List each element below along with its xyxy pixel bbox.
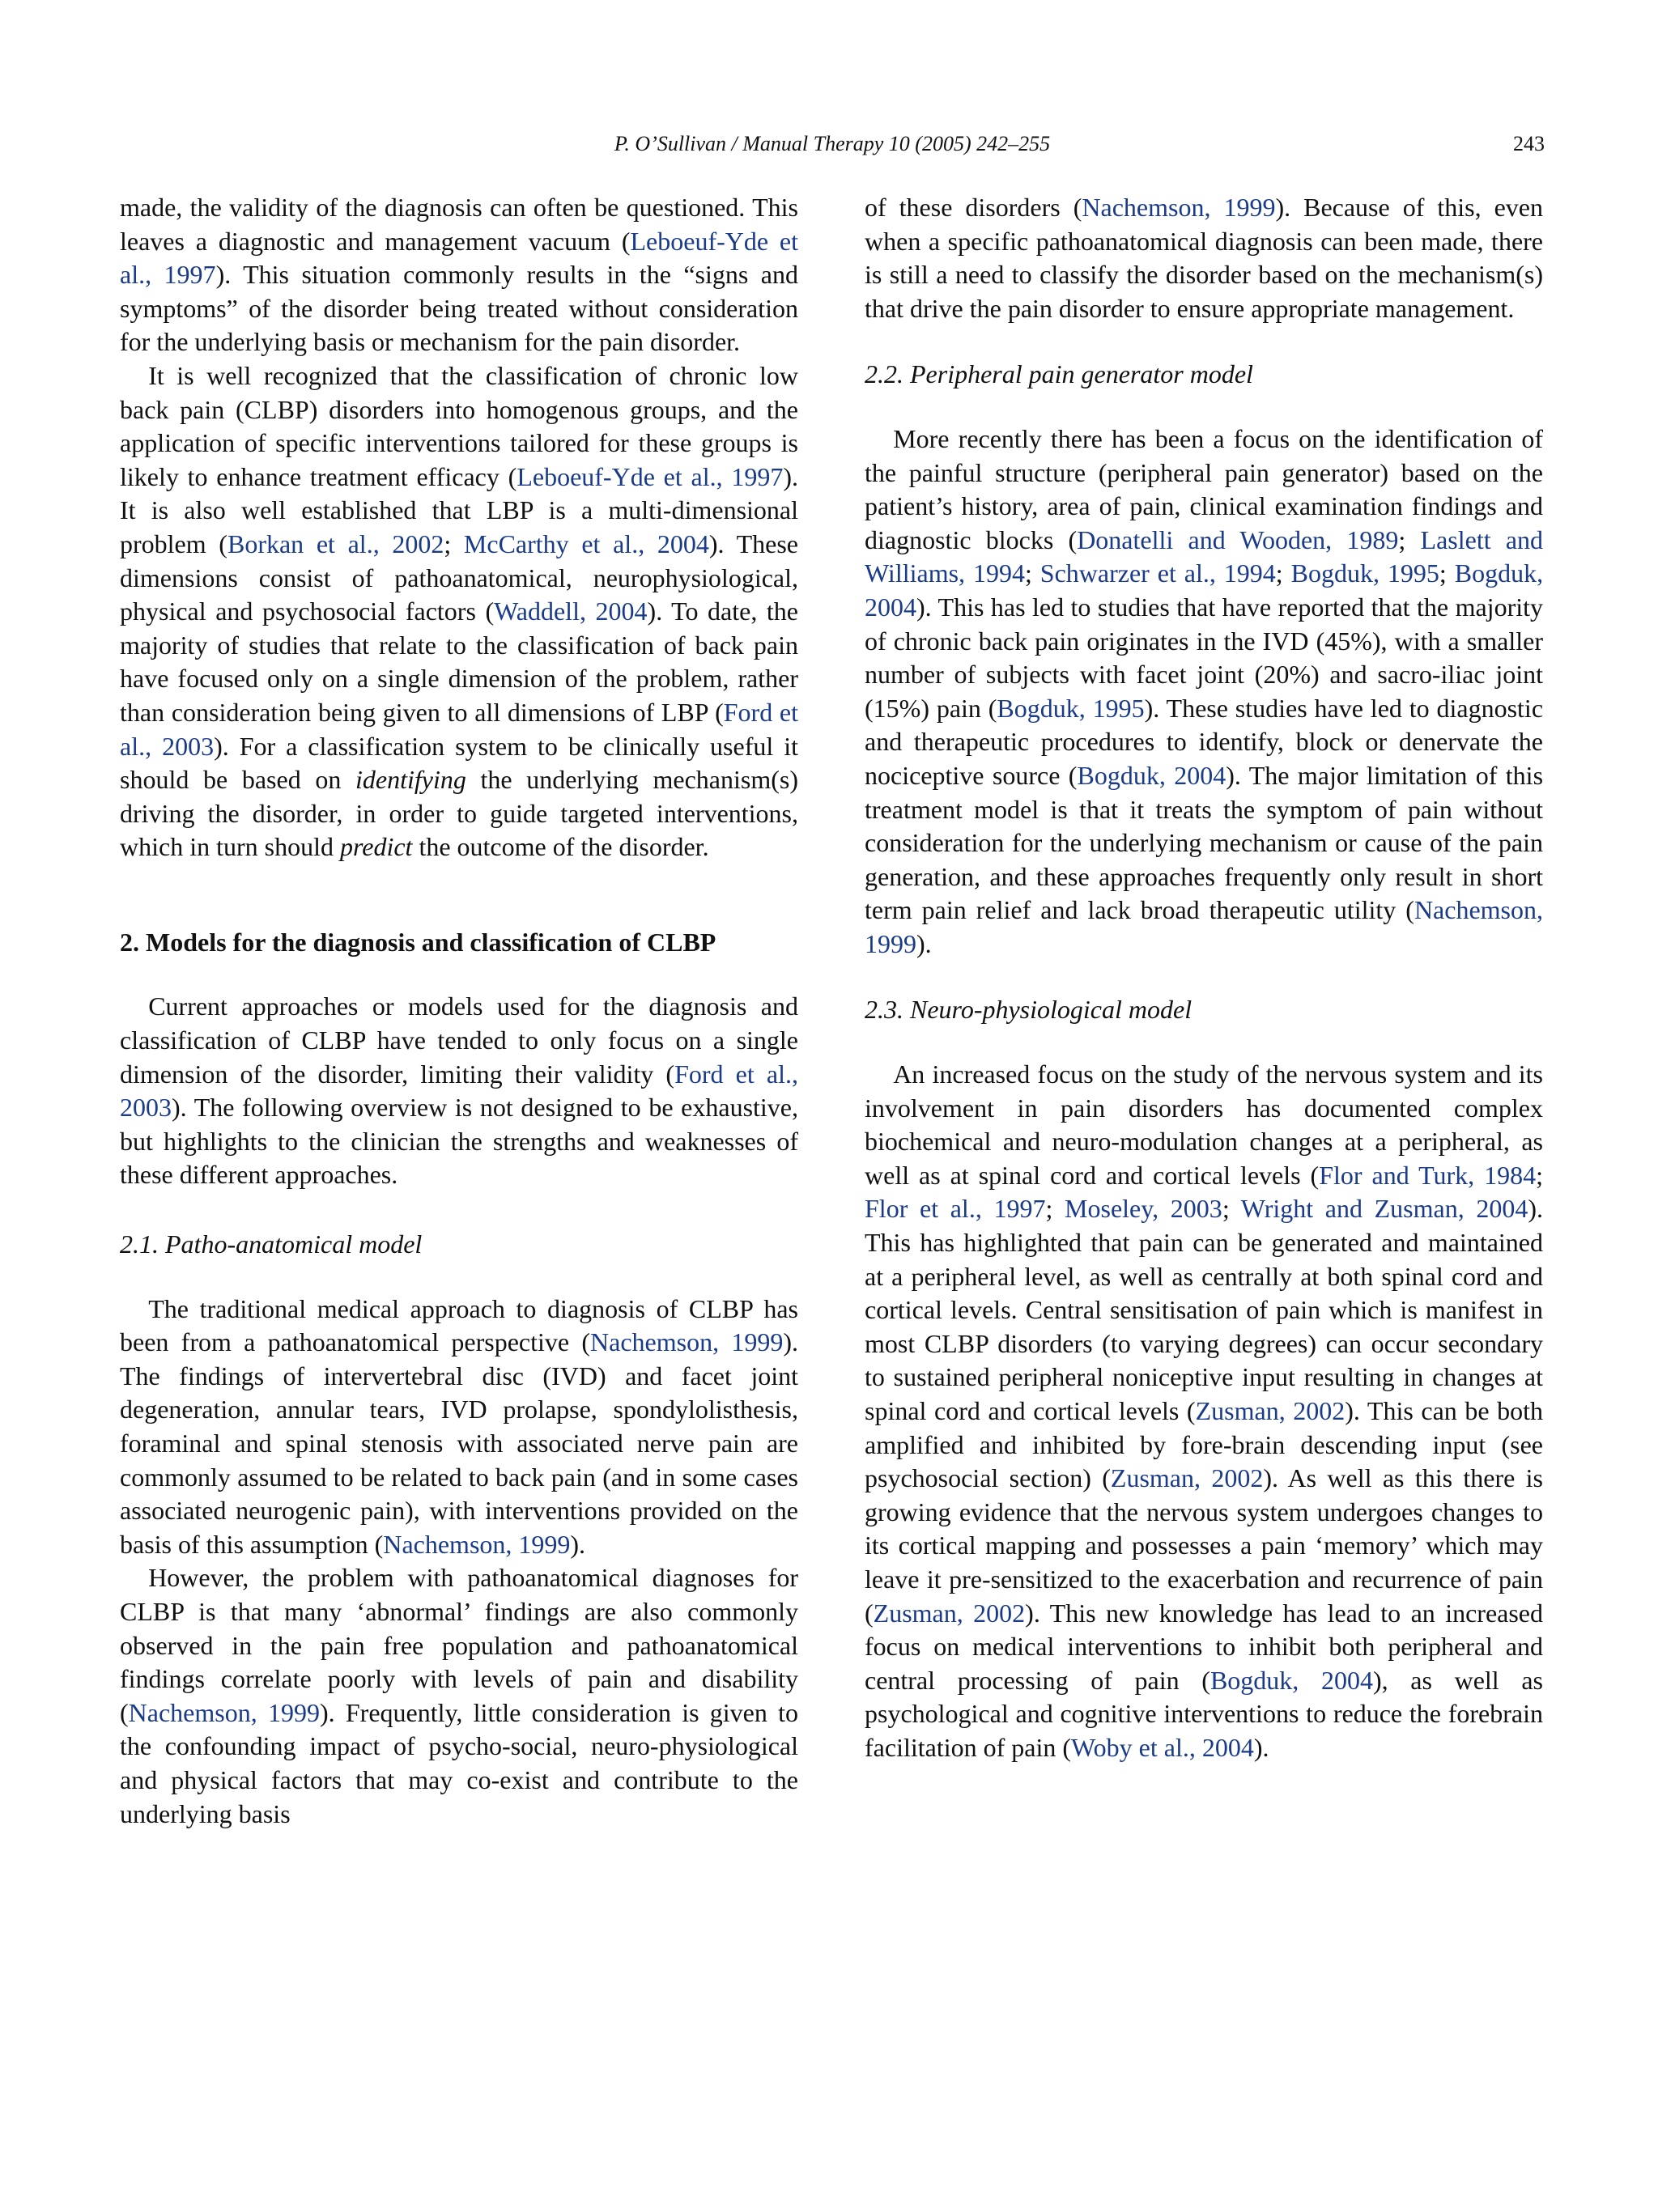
subsection-heading: 2.3. Neuro-physiological model xyxy=(865,995,1192,1025)
emphasis: identifying xyxy=(355,765,466,795)
paragraph: An increased focus on the study of the nervous system and its involvement in pain disorders has documented complex biochemical and neuro-modulation changes at a peripheral, as well as at spinal cord and cortical levels (Flor and Turk, 1984; Flor et al., 1997; Moseley, 2003; Wright and Zusman, 2004). This has highlighted that pain can be generated and maintained at a peripheral level, as well as centrally at both spinal cord and cortical levels. Central sensitisation of pain which is manifest in most CLBP disorders (to varying degrees) can occur secondary to sustained peripheral noniceptive input resulting in changes at spinal cord and cortical levels (Zusman, 2002). This can be both amplified and inhibited by fore-brain descending input (see psychosocial section) (Zusman, 2002). As well as this there is growing evidence that the nervous system undergoes changes to its cortical mapping and possesses a pain ‘memory’ which may leave it pre-sensitized to the exacerbation and recurrence of pain (Zusman, 2002). This new knowledge has lead to an increased focus on medical interventions to inhibit both peripheral and central processing of pain (Bogduk, 2004), as well as psychological and cognitive interventions to reduce the forebrain facilitation of pain (Woby et al., 2004). xyxy=(865,1059,1544,1762)
citation-link[interactable]: Zusman, 2002 xyxy=(873,1598,1026,1628)
citation-link[interactable]: Leboeuf-Yde et al., 1997 xyxy=(517,461,784,491)
paragraph: made, the validity of the diagnosis can often be questioned. This leaves a diagnostic and management vacuum (Leboeuf-Yde et al., 1997). This situation commonly results in the “signs and symptoms” of the disorder being treated without consideration for the underlying basis or mechanism for the pain disorder. xyxy=(120,193,799,357)
page-number: 243 xyxy=(1513,132,1545,155)
paragraph: It is well recognized that the classification of chronic low back pain (CLBP) disorders into homogenous groups, and the application of specific interventions tailored for these groups is likely to enhance treatment efficacy (Leboeuf-Yde et al., 1997). It is also well established that LBP is a multi-dimensional problem (Borkan et al., 2002; McCarthy et al., 2004). These dimensions consist of pathoanatomical, neurophysiological, physical and psychosocial factors (Waddell, 2004). To date, the majority of studies that relate to the classification of back pain have focused only on a single dimension of the problem, rather than consideration being given to all dimensions of LBP (Ford et al., 2003). For a classification system to be clinically useful it should be based on identifying the underlying mechanism(s) driving the disorder, in order to guide targeted interventions, which in turn should predict the outcome of the disorder. xyxy=(120,360,799,862)
citation-link[interactable]: Schwarzer et al., 1994 xyxy=(1039,558,1276,588)
emphasis: predict xyxy=(339,832,413,862)
citation-link[interactable]: Bogduk, 1995 xyxy=(1290,558,1439,588)
section-heading: 2. Models for the diagnosis and classification of CLBP xyxy=(120,927,716,957)
citation-link[interactable]: Nachemson, 1999 xyxy=(865,895,1543,958)
citation-link[interactable]: Flor et al., 1997 xyxy=(865,1194,1046,1224)
citation-link[interactable]: Bogduk, 1995 xyxy=(997,693,1145,723)
citation-link[interactable]: Bogduk, 2004 xyxy=(1077,760,1226,790)
citation-link[interactable]: Nachemson, 1999 xyxy=(590,1327,784,1357)
citation-link[interactable]: Bogduk, 2004 xyxy=(865,558,1544,622)
citation-link[interactable]: Zusman, 2002 xyxy=(1110,1463,1264,1493)
citation-link[interactable]: Waddell, 2004 xyxy=(494,597,648,626)
citation-link[interactable]: Woby et al., 2004 xyxy=(1071,1732,1254,1762)
paragraph: of these disorders (Nachemson, 1999). Because of this, even when a specific pathoanatomical diagnosis can been made, there is still a need to classify the disorder based on the mechanism(s) that drive the pain disorder to ensure appropriate management. xyxy=(865,193,1543,323)
citation-link[interactable]: Donatelli and Wooden, 1989 xyxy=(1077,524,1399,554)
citation-link[interactable]: Wright and Zusman, 2004 xyxy=(1240,1194,1528,1224)
citation-link[interactable]: McCarthy et al., 2004 xyxy=(463,529,709,558)
paragraph: However, the problem with pathoanatomical diagnoses for CLBP is that many ‘abnormal’ findings are also commonly observed in the pain free population and pathoanatomical findings correlate poorly with levels of pain and disability (Nachemson, 1999). Frequently, little consideration is given to the confounding impact of psycho-social, neuro-physiological and physical factors that may co-exist and contribute to the underlying basis xyxy=(120,1563,799,1828)
citation-link[interactable]: Ford et al., 2003 xyxy=(120,697,799,761)
citation-link[interactable]: Zusman, 2002 xyxy=(1195,1396,1346,1425)
citation-link[interactable]: Borkan et al., 2002 xyxy=(227,529,444,558)
right-column xyxy=(865,191,1543,1765)
running-header xyxy=(120,128,1545,160)
citation-link[interactable]: Ford et al., 2003 xyxy=(120,1059,799,1123)
subsection-heading: 2.2. Peripheral pain generator model xyxy=(865,359,1253,389)
paragraph: The traditional medical approach to diagnosis of CLBP has been from a pathoanatomical perspective (Nachemson, 1999). The findings of intervertebral disc (IVD) and facet joint degeneration, annular tears, IVD prolapse, spondylolisthesis, foraminal and spinal stenosis with associated nerve pain are commonly assumed to be related to back pain (and in some cases associated neurogenic pain), with interventions provided on the basis of this assumption (Nachemson, 1999). xyxy=(120,1293,799,1559)
citation-link[interactable]: Nachemson, 1999 xyxy=(383,1529,571,1559)
citation-link[interactable]: Nachemson, 1999 xyxy=(1082,193,1276,222)
citation-link[interactable]: Laslett and Williams, 1994 xyxy=(865,524,1544,588)
paragraph: More recently there has been a focus on the identification of the painful structure (peripheral pain generator) based on the patient’s history, area of pain, clinical examination findings and diagnostic blocks (Donatelli and Wooden, 1989; Laslett and Williams, 1994; Schwarzer et al., 1994; Bogduk, 1995; Bogduk, 2004). This has led to studies that have reported that the majority of chronic back pain originates in the IVD (45%), with a smaller number of subjects with facet joint (20%) and sacro-iliac joint (15%) pain (Bogduk, 1995). These studies have led to diagnostic and therapeutic procedures to identify, block or denervate the nociceptive source (Bogduk, 2004). The major limitation of this treatment model is that it treats the symptom of pain without consideration for the underlying mechanism or cause of the pain generation, and these approaches frequently only result in short term pain relief and lack broad therapeutic utility (Nachemson, 1999). xyxy=(865,423,1544,958)
paragraph: Current approaches or models used for the diagnosis and classification of CLBP have tended to only focus on a single dimension of the disorder, limiting their validity (Ford et al., 2003). The following overview is not designed to be exhaustive, but highlights to the clinician the strengths and weaknesses of these different approaches. xyxy=(120,991,799,1190)
left-column xyxy=(120,191,798,1831)
citation-link[interactable]: Flor and Turk, 1984 xyxy=(1319,1160,1537,1190)
citation-link[interactable]: Moseley, 2003 xyxy=(1065,1194,1222,1224)
journal-citation-header: P. O’Sullivan / Manual Therapy 10 (2005) 242–255 xyxy=(614,132,1051,155)
citation-link[interactable]: Leboeuf-Yde et al., 1997 xyxy=(120,226,799,290)
subsection-heading: 2.1. Patho-anatomical model xyxy=(120,1229,423,1259)
citation-link[interactable]: Nachemson, 1999 xyxy=(128,1697,320,1727)
citation-link[interactable]: Bogduk, 2004 xyxy=(1209,1665,1373,1695)
